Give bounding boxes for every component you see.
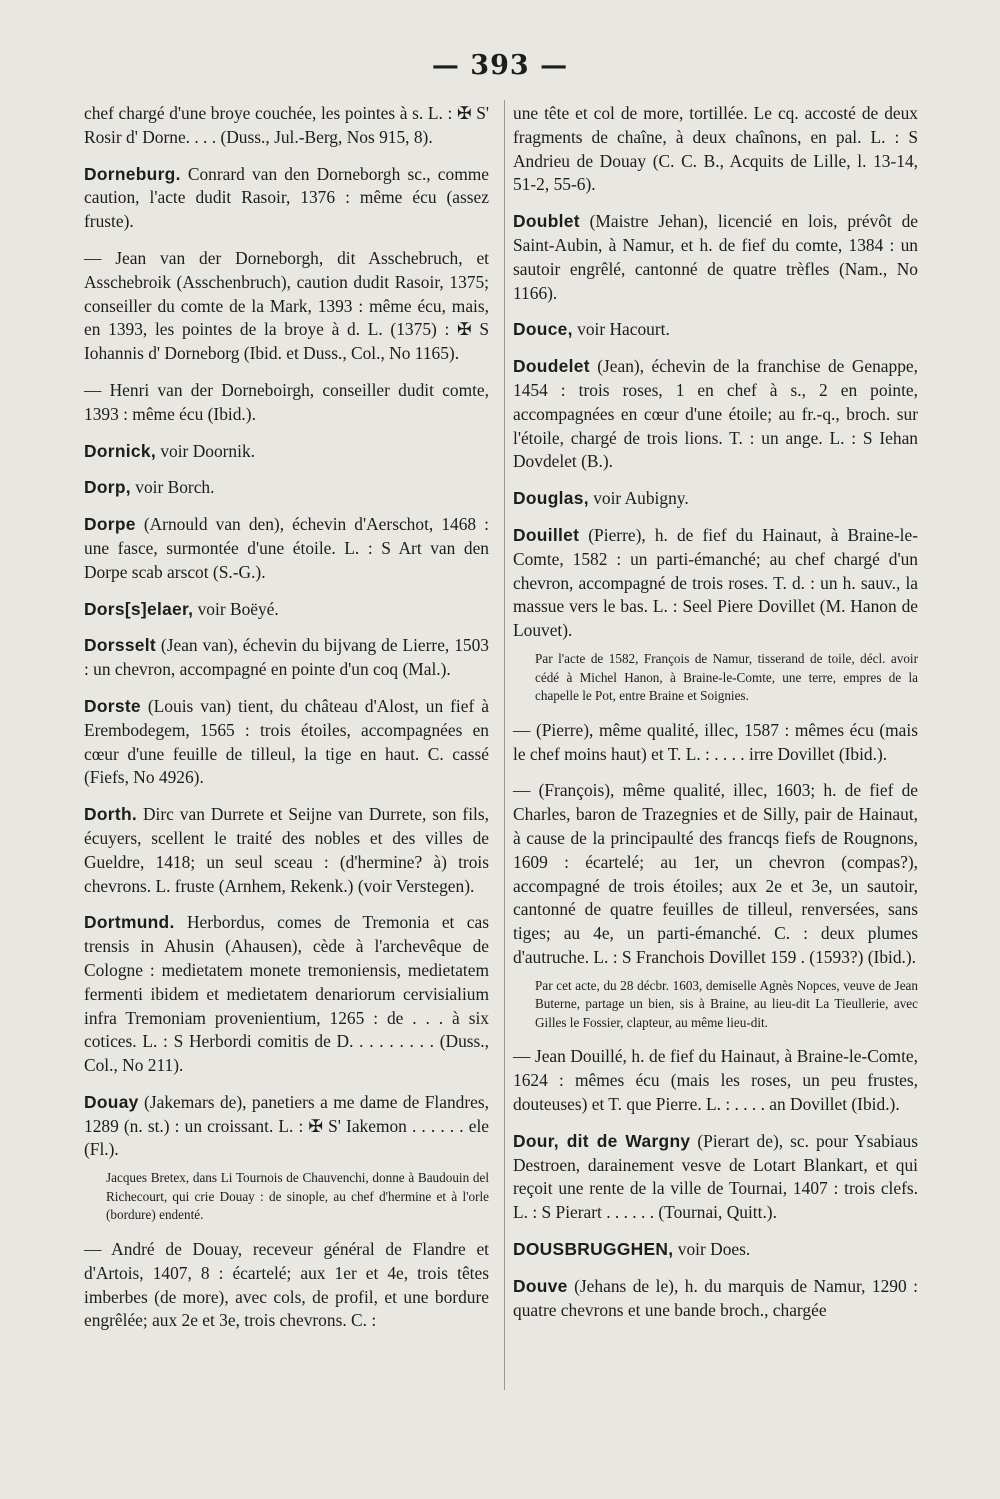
page-number: — 393 — — [431, 50, 569, 81]
dictionary-entry — [84, 803, 489, 898]
entry-text: — Henri van der Dorneboirgh, conseiller dudit comte, 1393 : même écu (Ibid.). — [84, 379, 489, 424]
dictionary-entry — [84, 379, 489, 427]
entry-headword: Douillet — [513, 524, 580, 545]
entry-headword: Dour, dit de Wargny — [513, 1130, 691, 1151]
left-column — [84, 102, 489, 1346]
dictionary-entry — [84, 634, 489, 682]
entry-text: voir Doornik. — [155, 440, 256, 461]
entry-headword: Dorp, — [84, 477, 131, 498]
entry-text: — André de Douay, receveur général de Flandre et d'Artois, 1407, 8 : écartelé; aux 1er et 4e, trois têtes imberbes (de more), avec cols, de profil, et une bordure engrêlée; aux 2e et 3e, trois chevrons. C. : — [84, 1239, 489, 1331]
entry-headword: Dorsselt — [84, 635, 156, 656]
dictionary-entry — [513, 1045, 918, 1116]
dictionary-entry — [513, 318, 918, 342]
entry-headword: Doublet — [513, 211, 580, 232]
dictionary-entry — [84, 1091, 489, 1162]
entry-text: (Maistre Jehan), licencié en lois, prévôt de Saint-Aubin, à Namur, et h. de fief du comte, 1384 : un sautoir engrêlé, cantonné de quatre trèfles (Nam., No 1166). — [513, 211, 918, 303]
dictionary-entry — [84, 476, 489, 500]
entry-headword: Dornick, — [84, 440, 156, 461]
entry-text: voir Boëyé. — [193, 598, 279, 619]
entry-text: — Jean Douillé, h. de fief du Hainaut, à Braine-le-Comte, 1624 : mêmes écu (mais les roses, un peu frustes, douteuses) et T. que Pierre. L. : . . . . an Dovillet (Ibid.). — [513, 1046, 918, 1115]
entry-headword: Dorste — [84, 695, 141, 716]
entry-text: (Jehans de le), h. du marquis de Namur, 1290 : quatre chevrons et une bande broch., chargée — [513, 1275, 918, 1320]
entry-text: (Pierart de), sc. pour Ysabiaus Destroen, darainement vesve de Lotart Blankart, et qui reçoit une rente de la ville de Tournai, 1407 : trois clefs. L. : S Pierart . . . . . . (Tournai, Quitt.). — [513, 1130, 918, 1223]
entry-text: Herbordus, comes de Tremonia et cas trensis in Ahusin (Ahausen), cède à l'archevêque de Cologne : medietatem monete tremoniensis, medietatem fermenti ibidem et medietatem denariorum cervisialium infra Tremoniam provenientium, 1265 : de . . . à six cotices. L. : S Herbordi comitis de D. . . . . . . . . (Duss., Col., No 211). — [84, 912, 489, 1076]
footnote — [84, 1169, 489, 1225]
dictionary-entry — [84, 163, 489, 234]
entry-text: — (Pierre), même qualité, illec, 1587 : mêmes écu (mais le chef moins haut) et T. L. : . . . . irre Dovillet (Ibid.). — [513, 719, 918, 764]
dictionary-entry — [84, 911, 489, 1078]
entry-headword: Douglas, — [513, 488, 589, 509]
dictionary-entry — [84, 598, 489, 622]
footnote — [513, 977, 918, 1033]
entry-headword: Douay — [84, 1091, 139, 1112]
dictionary-entry — [84, 513, 489, 584]
entry-headword: Dorth. — [84, 804, 137, 825]
footnote-text: Jacques Bretex, dans Li Tournois de Chauvenchi, donne à Baudouin del Richecourt, qui crie Douay : de sinople, au chef d'hermine et à l'orle (bordure) endenté. — [106, 1170, 489, 1223]
entry-text: (Jakemars de), panetiers a me dame de Flandres, 1289 (n. st.) : un croissant. L. : ✠ S' Iakemon . . . . . . ele (Fl.). — [84, 1091, 489, 1160]
entry-headword: Dors[s]elaer, — [84, 598, 194, 619]
dictionary-entry — [513, 487, 918, 511]
entry-headword: DOUSBRUGGHEN, — [513, 1239, 674, 1260]
entry-text: (Jean van), échevin du bijvang de Lierre, 1503 : un chevron, accompagné en pointe d'un coq (Mal.). — [84, 635, 489, 680]
entry-text: voir Hacourt. — [572, 319, 670, 340]
footnote-text: Par l'acte de 1582, François de Namur, tisserand de toile, décl. avoir cédé à Michel Hanon, à Braine-le-Comte, une terre, empres de la chapelle le Pot, entre Braine et Soignies. — [535, 650, 918, 704]
entry-text: chef chargé d'une broye couchée, les pointes à s. L. : ✠ S' Rosir d' Dorne. . . . (Duss., Jul.-Berg, Nos 915, 8). — [84, 103, 489, 147]
entry-text: voir Borch. — [130, 477, 215, 498]
dictionary-entry — [513, 355, 918, 474]
entry-text: voir Does. — [673, 1239, 751, 1260]
dictionary-entry — [513, 524, 918, 643]
dictionary-entry — [84, 102, 489, 150]
entry-headword: Douce, — [513, 319, 573, 340]
footnote-text: Par cet acte, du 28 décbr. 1603, demiselle Agnès Nopces, veuve de Jean Buterne, partage un bien, sis à Braine, au lieu-dit La Tieullerie, avec Gilles le Fossier, clapteur, au même lieu-dit. — [535, 977, 918, 1030]
entry-text: Conrard van den Dorneborgh sc., comme caution, l'acte dudit Rasoir, 1376 : même écu (assez fruste). — [84, 163, 489, 232]
entry-headword: Doudelet — [513, 356, 590, 377]
dictionary-entry — [513, 779, 918, 969]
dictionary-entry — [84, 247, 489, 366]
entry-text: (Louis van) tient, du château d'Alost, un fief à Erembodegem, 1565 : trois étoiles, accompagnées en cœur d'une feuille de tilleul, la tige en haut. C. cassé (Fiefs, No 4926). — [84, 695, 489, 788]
column-divider — [504, 100, 505, 1390]
entry-headword: Dorneburg. — [84, 163, 181, 184]
dictionary-entry — [513, 102, 918, 197]
right-column — [513, 102, 918, 1335]
entry-text: voir Aubigny. — [588, 488, 689, 509]
entry-headword: Dortmund. — [84, 912, 175, 933]
entry-text: (Arnould van den), échevin d'Aerschot, 1468 : une fasce, surmontée d'une étoile. L. : S Art van den Dorpe scab arscot (S.-G.). — [84, 514, 489, 582]
dictionary-entry — [513, 719, 918, 767]
entry-headword: Douve — [513, 1275, 568, 1296]
entry-text: — Jean van der Dorneborgh, dit Asschebruch, et Asschebroik (Asschenbruch), caution dudit Rasoir, 1375; conseiller du comte de la Mark, 1393 : même écu, mais, en 1393, les pointes de la broye à d. L. (1375) : ✠ S Iohannis d' Dorneborg (Ibid. et Duss., Col., No 1165). — [84, 247, 489, 364]
entry-text: Dirc van Durrete et Seijne van Durrete, son fils, écuyers, scellent le traité des nobles et des villes de Gueldre, 1418; un seul sceau : (d'hermine? à) trois chevrons. L. fruste (Arnhem, Rekenk.) (voir Verstegen). — [84, 804, 489, 896]
entry-text: — (François), même qualité, illec, 1603; h. de fief de Charles, baron de Trazegnies et de Silly, pair de Hainaut, à cause de la principaulté des francqs fiefs de Rougnons, 1609 : écartelé; au 1er, un chevron (compas?), accompagné de trois étoiles; aux 2e et 3e, un sautoir, cantonné de quatre feuilles de tilleul, renversées, sans tiges; au 4e, un parti-émanché. C. : deux plumes d'autruche. L. : S Franchois Dovillet 159 . (1593?) (Ibid.). — [513, 780, 918, 967]
dictionary-entry — [84, 440, 489, 464]
entry-text: (Jean), échevin de la franchise de Genappe, 1454 : trois roses, 1 en chef à s., 2 en pointe, accompagnées en cœur d'une étoile; au fr.-q., broch. sur l'étoile, chargé de trois lions. T. : un ange. L. : S Iehan Dovdelet (B.). — [513, 356, 918, 472]
footnote — [513, 650, 918, 706]
dictionary-entry — [513, 1238, 918, 1262]
dictionary-entry — [513, 210, 918, 305]
entry-text: (Pierre), h. de fief du Hainaut, à Braine-le-Comte, 1582 : un parti-émanché; au chef chargé d'un chevron, accompagné de trois roses. T. d. : un h. sauv., la massue vers le bas. L. : Seel Piere Dovillet (M. Hanon de Louvet). — [513, 524, 918, 641]
entry-text: une tête et col de more, tortillée. Le cq. accosté de deux fragments de chaîne, à deux chaînons, en pal. L. : S Andrieu de Douay (C. C. B., Acquits de Lille, l. 13-14, 51-2, 55-6). — [513, 103, 918, 195]
entry-headword: Dorpe — [84, 514, 136, 535]
dictionary-entry — [84, 1238, 489, 1333]
dictionary-entry — [513, 1130, 918, 1225]
dictionary-entry — [513, 1275, 918, 1323]
dictionary-entry — [84, 695, 489, 790]
